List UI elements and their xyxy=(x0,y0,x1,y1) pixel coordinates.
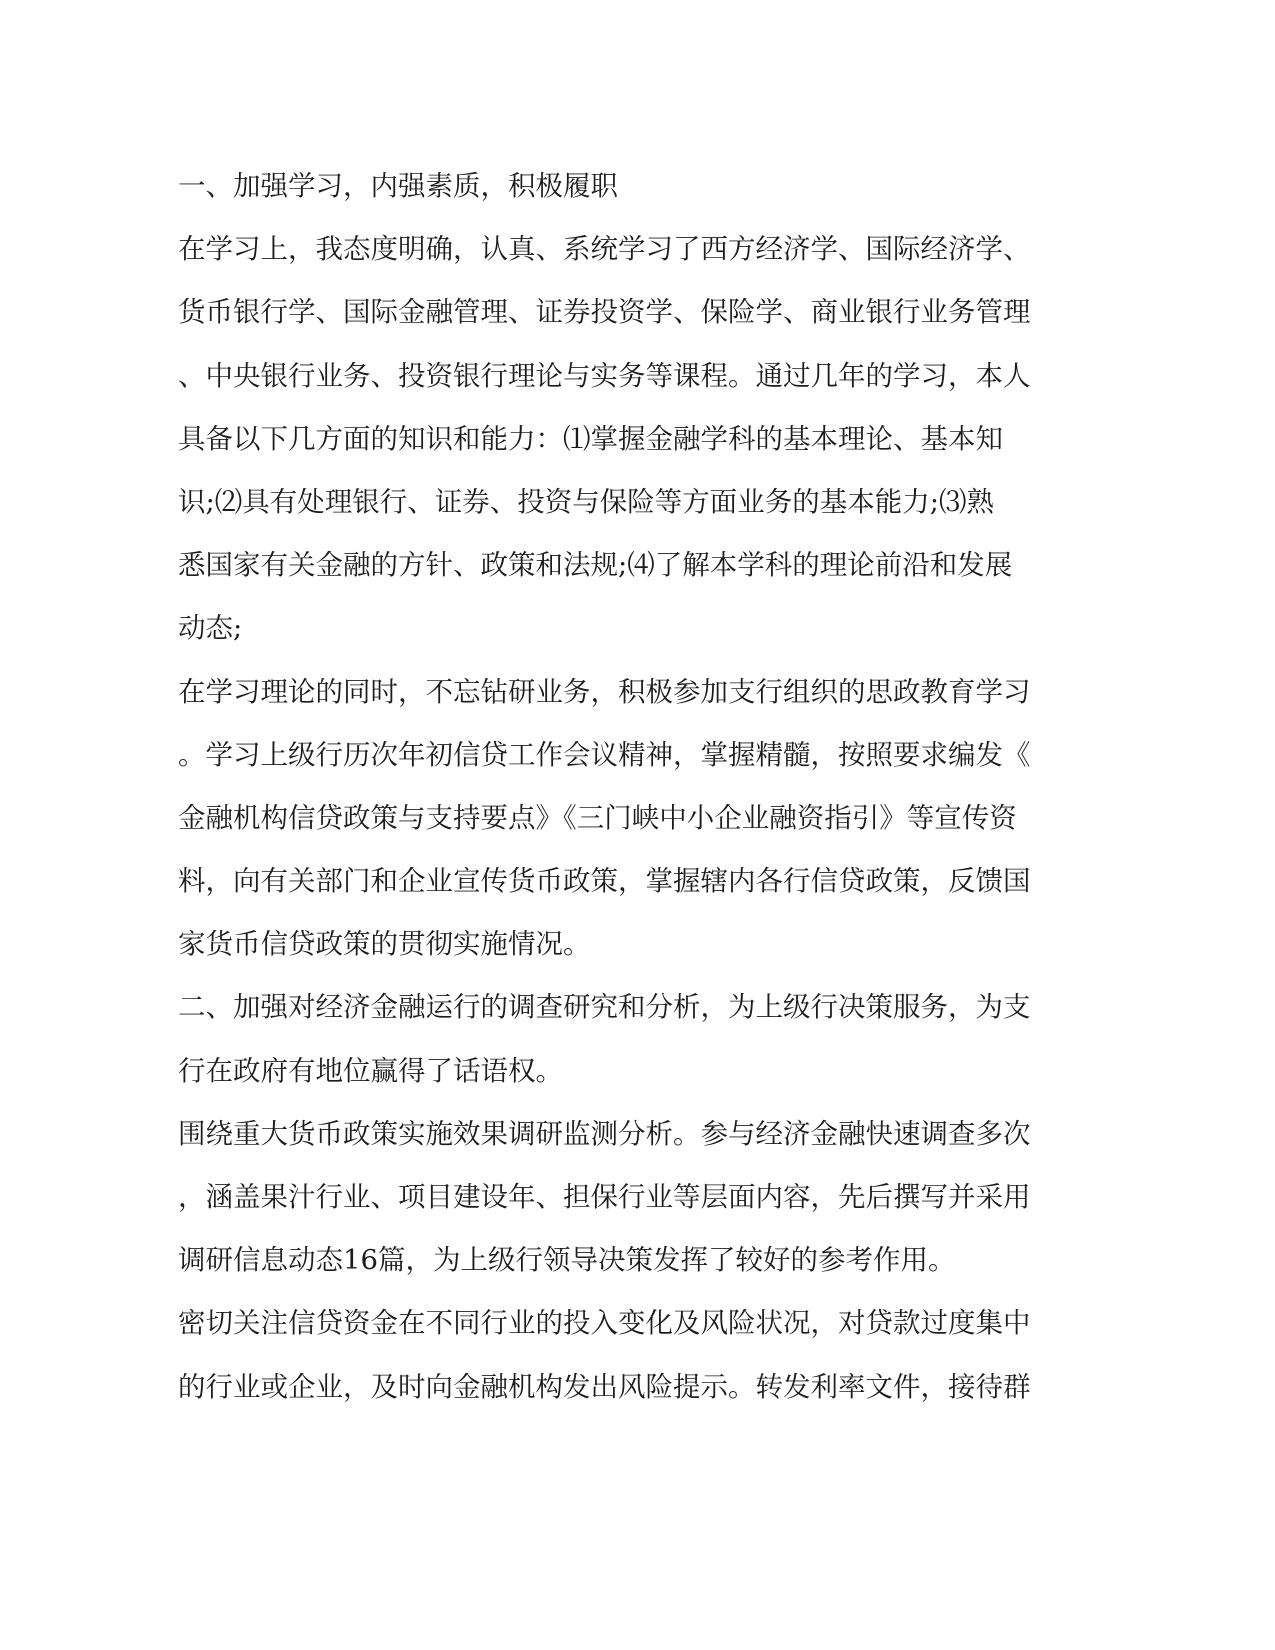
text-line: 二、加强对经济金融运行的调查研究和分析，为上级行决策服务，为支 xyxy=(178,991,1031,1024)
document-body xyxy=(178,155,1058,1419)
text-line: 悉国家有关金融的方针、政策和法规;⑷了解本学科的理论前沿和发展 xyxy=(178,549,1013,582)
text-line: 料，向有关部门和企业宣传货币政策，掌握辖内各行信贷政策，反馈国 xyxy=(178,865,1031,898)
body-paragraph-research xyxy=(178,1103,1058,1293)
text-line: 一、加强学习，内强素质，积极履职 xyxy=(178,170,618,202)
text-line: 具备以下几方面的知识和能力：⑴掌握金融学科的基本理论、基本知 xyxy=(178,422,1003,455)
text-line: 家货币信贷政策的贯彻实施情况。 xyxy=(178,928,591,961)
text-line: 在学习理论的同时，不忘钻研业务，积极参加支行组织的思政教育学习 xyxy=(178,675,1031,708)
text-line: 金融机构信贷政策与支持要点》《三门峡中小企业融资指引》等宣传资 xyxy=(178,801,1017,834)
section-heading-1 xyxy=(178,155,1058,218)
text-line: ，涵盖果汁行业、项目建设年、担保行业等层面内容，先后撰写并采用 xyxy=(178,1181,1031,1213)
body-paragraph-business xyxy=(178,661,1058,977)
text-line: 动态; xyxy=(178,612,243,645)
body-paragraph-risk xyxy=(178,1292,1058,1418)
text-line: 行在政府有地位赢得了话语权。 xyxy=(178,1054,563,1087)
body-paragraph-study xyxy=(178,218,1058,660)
text-line: 、中央银行业务、投资银行理论与实务等课程。通过几年的学习，本人 xyxy=(178,359,1031,392)
text-line: 的行业或企业，及时向金融机构发出风险提示。转发利率文件，接待群 xyxy=(178,1370,1031,1403)
text-line: 围绕重大货币政策实施效果调研监测分析。参与经济金融快速调查多次 xyxy=(178,1117,1031,1150)
text-line: 在学习上，我态度明确，认真、系统学习了西方经济学、国际经济学、 xyxy=(178,233,1031,266)
text-line: 调研信息动态16篇，为上级行领导决策发挥了较好的参考作用。 xyxy=(178,1244,956,1277)
section-heading-2 xyxy=(178,976,1058,1102)
text-line: 密切关注信贷资金在不同行业的投入变化及风险状况，对贷款过度集中 xyxy=(178,1307,1031,1340)
text-line: 。学习上级行历次年初信贷工作会议精神，掌握精髓，按照要求编发《 xyxy=(178,738,1031,771)
text-line: 货币银行学、国际金融管理、证券投资学、保险学、商业银行业务管理 xyxy=(178,296,1031,329)
text-line: 识;⑵具有处理银行、证券、投资与保险等方面业务的基本能力;⑶熟 xyxy=(178,485,995,518)
